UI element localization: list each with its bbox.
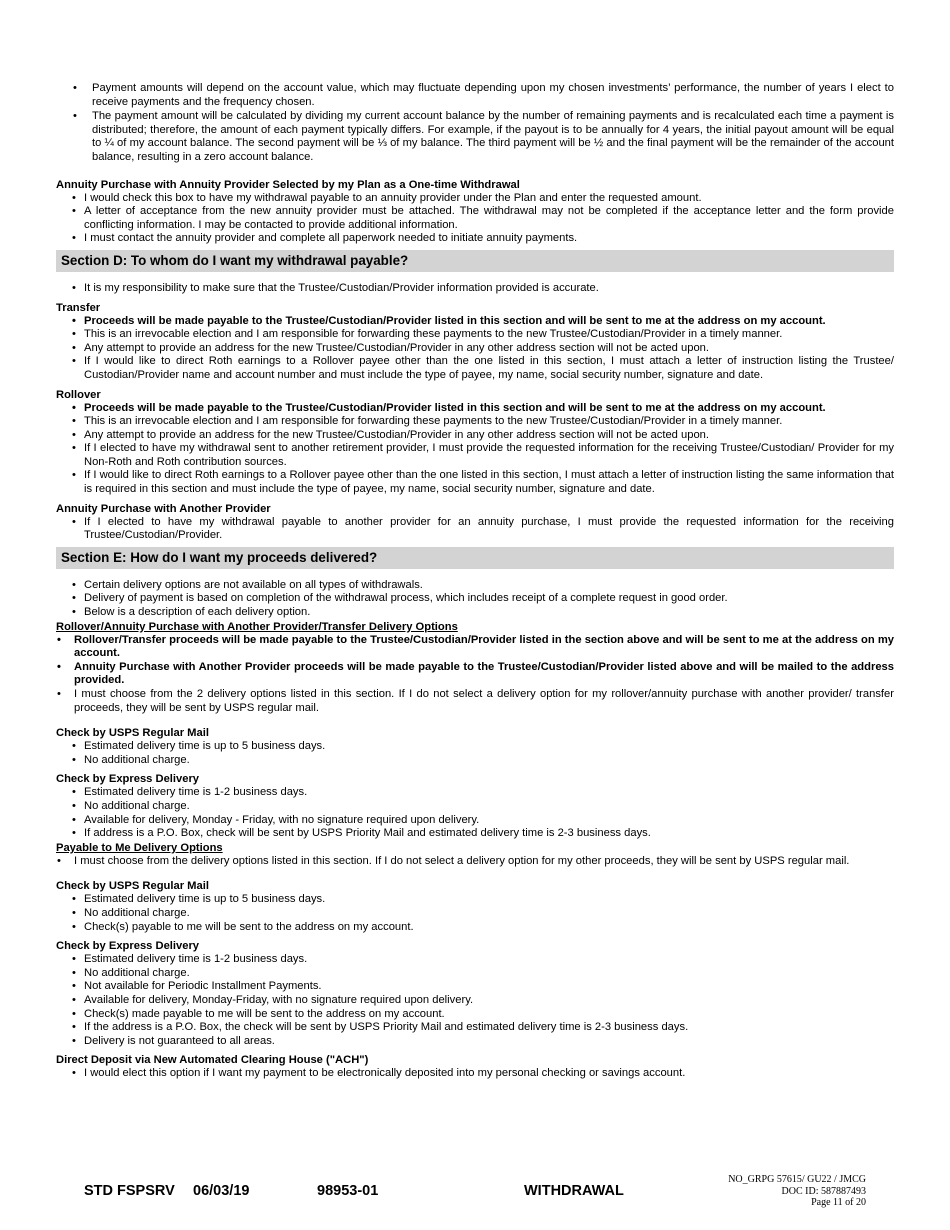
list-item: • I must choose from the 2 delivery options listed in this section. If I do not select a delivery option for my rollover/annuity purchase with another provider/ transfer proceeds, they will be sent by USPS regular mail. (56, 688, 894, 715)
meta-doc-id: DOC ID: 587887493 (781, 1185, 866, 1197)
list-item: • I would check this box to have my withdrawal payable to an annuity provider under the Plan and enter the requested amount. (56, 192, 894, 206)
usps-list-1 (56, 740, 894, 767)
form-number: 98953-01 (317, 1183, 379, 1199)
list-item: • Check(s) payable to me will be sent to the address on my account. (56, 921, 894, 935)
annuity-one-time-heading: Annuity Purchase with Annuity Provider Selected by my Plan as a One-time Withdrawal (56, 178, 520, 191)
list-item: • I must contact the annuity provider and complete all paperwork needed to initiate annuity payments. (56, 232, 894, 246)
list-item: • Payment amounts will depend on the account value, which may fluctuate depending upon my chosen investments’ performance, the number of years I elect to receive payments and the frequency chosen. (56, 82, 894, 109)
ach-list (56, 1067, 894, 1081)
express-list-1 (56, 786, 894, 840)
list-item: • Certain delivery options are not available on all types of withdrawals. (56, 579, 894, 593)
list-item: • This is an irrevocable election and I am responsible for forwarding these payments to the new Trustee/Custodian/Provider in a timely manner. (56, 328, 894, 342)
rollover-delivery-heading: Rollover/Annuity Purchase with Another Provider/Transfer Delivery Options (56, 620, 458, 633)
transfer-heading: Transfer (56, 301, 101, 314)
list-item: • Available for delivery, Monday-Friday, with no signature required upon delivery. (56, 994, 894, 1008)
rollover-list (56, 402, 894, 497)
list-item: • Delivery of payment is based on completion of the withdrawal process, which includes receipt of a complete request in good order. (56, 592, 894, 606)
annuity-one-time-list (56, 192, 894, 246)
list-item: • Proceeds will be made payable to the Trustee/Custodian/Provider listed in this section and will be sent to me at the address on my account. (56, 315, 894, 329)
form-date: 06/03/19 (193, 1183, 250, 1199)
document-meta (728, 1174, 866, 1209)
list-item: • Estimated delivery time is 1-2 business days. (56, 786, 894, 800)
rollover-heading: Rollover (56, 388, 101, 401)
list-item: • Check(s) made payable to me will be sent to the address on my account. (56, 1008, 894, 1022)
payable-to-me-list (56, 855, 894, 869)
usps-heading-2: Check by USPS Regular Mail (56, 880, 209, 893)
list-item: • Estimated delivery time is 1-2 business days. (56, 953, 894, 967)
list-item: • If I elected to have my withdrawal sent to another retirement provider, I must provide the requested information for the receiving Trustee/Custodian/ Provider for my Non-Roth and Roth contribution sources. (56, 442, 894, 469)
usps-list-2 (56, 893, 894, 934)
section-e-header: Section E: How do I want my proceeds delivered? (56, 547, 894, 569)
meta-group: NO_GRPG 57615/ GU22 / JMCG (728, 1174, 866, 1185)
express-heading-1: Check by Express Delivery (56, 773, 200, 786)
list-item: • The payment amount will be calculated by dividing my current account balance by the number of remaining payments and is recalculated each time a payment is distributed; therefore, the amount of each payment typically differs. For example, if the payout is to be annually for 4 years, the initial payout amount will be equal to ¼ of my account balance. The second payment will be ⅓ of my balance. The third payment will be ½ and the final payment will be the remainder of the account balance, resulting in a zero account balance. (56, 110, 894, 164)
form-code: STD FSPSRV (84, 1183, 175, 1199)
list-item: • Estimated delivery time is up to 5 business days. (56, 893, 894, 907)
list-item: • I would elect this option if I want my payment to be electronically deposited into my personal checking or savings account. (56, 1067, 894, 1081)
list-item: • No additional charge. (56, 754, 894, 768)
list-item: • If the address is a P.O. Box, the check will be sent by USPS Priority Mail and estimated delivery time is 2-3 business days. (56, 1021, 894, 1035)
form-title: WITHDRAWAL (524, 1183, 624, 1199)
list-item: • If I would like to direct Roth earnings to a Rollover payee other than the one listed in this section, I must attach a letter of instruction listing the Trustee/ Custodian/Provider name and account number and must include the type of payee, my name, social security number, signature and date. (56, 355, 894, 382)
express-list-2 (56, 953, 894, 1048)
list-item: • It is my responsibility to make sure that the Trustee/Custodian/Provider information provided is accurate. (56, 282, 894, 296)
list-item: • Estimated delivery time is up to 5 business days. (56, 740, 894, 754)
list-item: • Any attempt to provide an address for the new Trustee/Custodian/Provider in any other address section will not be acted upon. (56, 342, 894, 356)
payment-bullets (56, 82, 894, 165)
section-e-intro (56, 579, 894, 620)
page-number: Page 11 of 20 (811, 1197, 866, 1208)
payable-to-me-heading: Payable to Me Delivery Options (56, 841, 223, 854)
list-item: • Below is a description of each delivery option. (56, 606, 894, 620)
annuity-other-list (56, 516, 894, 543)
section-d-header: Section D: To whom do I want my withdrawal payable? (56, 250, 894, 272)
express-heading-2: Check by Express Delivery (56, 940, 200, 953)
list-item: • No additional charge. (56, 967, 894, 981)
list-item: • No additional charge. (56, 800, 894, 814)
section-d-intro (56, 282, 894, 296)
usps-heading-1: Check by USPS Regular Mail (56, 727, 209, 740)
list-item: • Rollover/Transfer proceeds will be made payable to the Trustee/Custodian/Provider listed in the section above and will be sent to me at the address on my account. (56, 634, 894, 661)
list-item: • If address is a P.O. Box, check will be sent by USPS Priority Mail and estimated delivery time is 2-3 business days. (56, 827, 894, 841)
list-item: • If I elected to have my withdrawal payable to another provider for an annuity purchase, I must provide the requested information for the receiving Trustee/Custodian/Provider. (56, 516, 894, 543)
list-item: • A letter of acceptance from the new annuity provider must be attached. The withdrawal may not be completed if the acceptance letter and the form provide conflicting information. I may be contacted to provide additional information. (56, 205, 894, 232)
list-item: • This is an irrevocable election and I am responsible for forwarding these payments to the new Trustee/Custodian/Provider in a timely manner. (56, 415, 894, 429)
list-item: • Any attempt to provide an address for the new Trustee/Custodian/Provider in any other address section will not be acted upon. (56, 429, 894, 443)
rollover-delivery-list (56, 634, 894, 716)
transfer-list (56, 315, 894, 383)
list-item: • Delivery is not guaranteed to all areas. (56, 1035, 894, 1049)
document-page (56, 82, 894, 1081)
list-item: • Annuity Purchase with Another Provider proceeds will be made payable to the Trustee/Custodian/Provider listed above and will be mailed to the address provided. (56, 661, 894, 688)
list-item: • Not available for Periodic Installment Payments. (56, 980, 894, 994)
ach-heading: Direct Deposit via New Automated Clearing House ("ACH") (56, 1054, 369, 1067)
list-item: • If I would like to direct Roth earnings to a Rollover payee other than the one listed in this section, I must attach a letter of instruction listing the same information that is required in this section and must include the type of payee, my name, social security number, signature and date. (56, 469, 894, 496)
page-footer (0, 1174, 950, 1218)
list-item: • I must choose from the delivery options listed in this section. If I do not select a delivery option for my other proceeds, they will be sent by USPS regular mail. (56, 855, 894, 869)
list-item: • No additional charge. (56, 907, 894, 921)
list-item: • Proceeds will be made payable to the Trustee/Custodian/Provider listed in this section and will be sent to me at the address on my account. (56, 402, 894, 416)
annuity-other-heading: Annuity Purchase with Another Provider (56, 502, 271, 515)
list-item: • Available for delivery, Monday - Friday, with no signature required upon delivery. (56, 814, 894, 828)
